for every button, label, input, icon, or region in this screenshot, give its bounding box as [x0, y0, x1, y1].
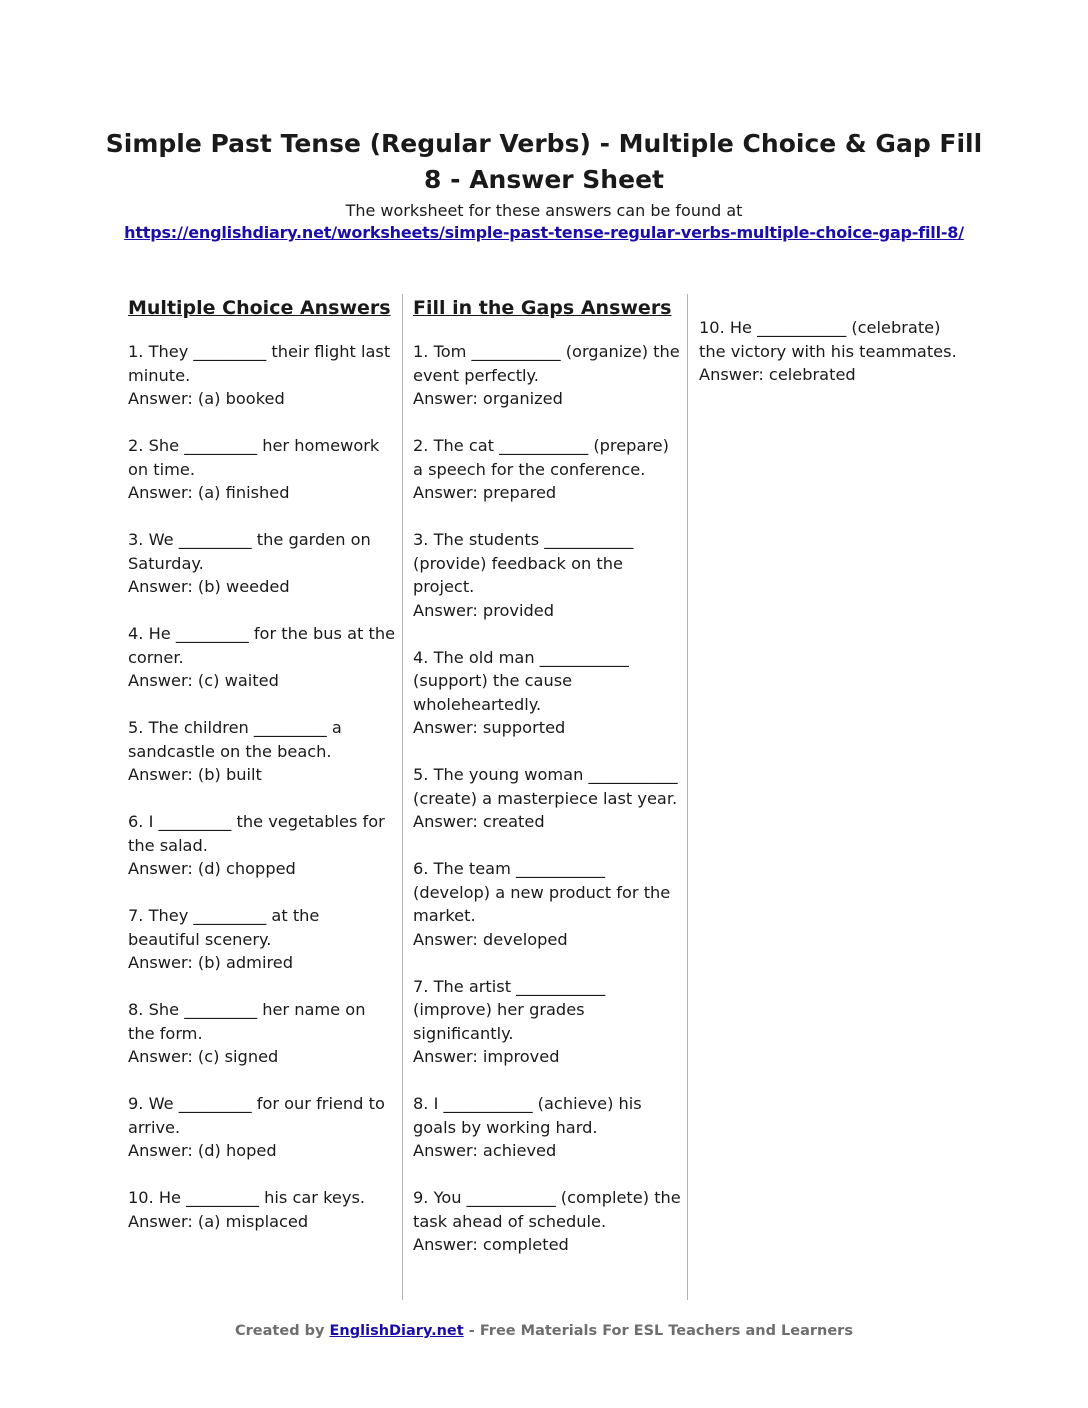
- footer-site-link[interactable]: EnglishDiary.net: [329, 1323, 464, 1339]
- answer-item: [413, 1186, 681, 1257]
- multiple-choice-column: [128, 294, 396, 1257]
- answer-item: [128, 528, 396, 599]
- question-text: 1. They _________ their flight last minute.: [128, 342, 391, 385]
- question-text: 7. The artist ___________ (improve) her grades significantly.: [413, 976, 606, 1043]
- answer-item: [699, 316, 967, 387]
- gap-fill-column: [413, 294, 681, 1280]
- answer-item: [128, 998, 396, 1069]
- answer-text: Answer: (c) waited: [128, 671, 279, 690]
- multiple-choice-heading: Multiple Choice Answers: [128, 297, 391, 319]
- answer-text: Answer: (a) finished: [128, 483, 290, 502]
- gap-fill-heading: Fill in the Gaps Answers: [413, 297, 672, 319]
- answer-text: Answer: supported: [413, 718, 566, 737]
- answer-text: Answer: (a) misplaced: [128, 1211, 309, 1231]
- answer-item: [413, 340, 681, 411]
- answer-text: Answer: (d) hoped: [128, 1141, 277, 1160]
- footer-prefix: Created by: [235, 1323, 325, 1339]
- answer-text: Answer: organized: [413, 389, 563, 408]
- answer-item: [128, 810, 396, 881]
- answer-item: [413, 646, 681, 740]
- question-text: 9. We _________ for our friend to arrive.: [128, 1094, 385, 1137]
- answer-text: Answer: (b) admired: [128, 953, 293, 972]
- answer-text: Answer: created: [413, 812, 545, 831]
- answer-item: [413, 763, 681, 834]
- answer-item: [128, 716, 396, 787]
- answer-item: [413, 434, 681, 505]
- question-text: 10. He _________ his car keys.: [128, 1188, 366, 1207]
- question-text: 8. I ___________ (achieve) his goals by working hard.: [413, 1094, 642, 1137]
- question-text: 7. They _________ at the beautiful scenery.: [128, 906, 320, 949]
- question-text: 2. The cat ___________ (prepare) a speech for the conference.: [413, 436, 669, 479]
- question-text: 6. The team ___________ (develop) a new product for the market.: [413, 859, 671, 925]
- answer-item: [128, 1092, 396, 1163]
- question-text: 6. I _________ the vegetables for the salad.: [128, 812, 385, 855]
- answer-item: [413, 975, 681, 1069]
- answer-text: Answer: completed: [413, 1235, 569, 1254]
- answer-text: Answer: (d) chopped: [128, 859, 296, 878]
- answer-item: [128, 1186, 396, 1233]
- footer-suffix: - Free Materials For ESL Teachers and Learners: [468, 1323, 853, 1339]
- column-divider: [402, 294, 403, 1300]
- answer-item: [128, 904, 396, 975]
- answer-text: Answer: achieved: [413, 1141, 557, 1160]
- question-text: 4. The old man ___________ (support) the cause wholeheartedly.: [413, 647, 629, 714]
- question-text: 3. We _________ the garden on Saturday.: [128, 530, 371, 573]
- question-text: 10. He ___________ (celebrate) the victory with his teammates.: [699, 318, 957, 361]
- question-text: 3. The students ___________ (provide) feedback on the project.: [413, 530, 634, 596]
- answer-item: [128, 622, 396, 693]
- question-text: 2. She _________ her homework on time.: [128, 436, 380, 479]
- column-divider: [687, 294, 688, 1300]
- answer-item: [413, 528, 681, 622]
- answer-text: Answer: provided: [413, 600, 554, 620]
- question-text: 5. The young woman ___________ (create) a masterpiece last year.: [413, 765, 678, 808]
- answer-item: [128, 340, 396, 411]
- answer-item: [413, 857, 681, 951]
- answer-text: Answer: prepared: [413, 483, 557, 502]
- question-text: 5. The children _________ a sandcastle on the beach.: [128, 718, 342, 761]
- answer-text: Answer: (a) booked: [128, 389, 285, 408]
- page-header: [100, 126, 988, 244]
- answer-text: Answer: developed: [413, 929, 568, 949]
- answer-item: [128, 434, 396, 505]
- page-title: Simple Past Tense (Regular Verbs) - Multiple Choice & Gap Fill 8 - Answer Sheet: [105, 129, 983, 194]
- answer-text: Answer: (b) weeded: [128, 577, 290, 596]
- answer-text: Answer: celebrated: [699, 365, 856, 384]
- question-text: 4. He _________ for the bus at the corner.: [128, 624, 396, 667]
- question-text: 8. She _________ her name on the form.: [128, 1000, 366, 1043]
- question-text: 1. Tom ___________ (organize) the event perfectly.: [413, 342, 680, 385]
- worksheet-note: The worksheet for these answers can be found at: [345, 201, 743, 220]
- answer-text: Answer: (c) signed: [128, 1047, 279, 1066]
- answer-item: [413, 1092, 681, 1163]
- question-text: 9. You ___________ (complete) the task ahead of schedule.: [413, 1188, 681, 1231]
- answer-text: Answer: improved: [413, 1047, 560, 1066]
- page-footer: [0, 1320, 1088, 1342]
- worksheet-link[interactable]: https://englishdiary.net/worksheets/simple-past-tense-regular-verbs-multiple-choice-gap-fill-8/: [124, 223, 964, 242]
- answer-text: Answer: (b) built: [128, 765, 262, 784]
- gap-fill-column-continued: [699, 316, 967, 410]
